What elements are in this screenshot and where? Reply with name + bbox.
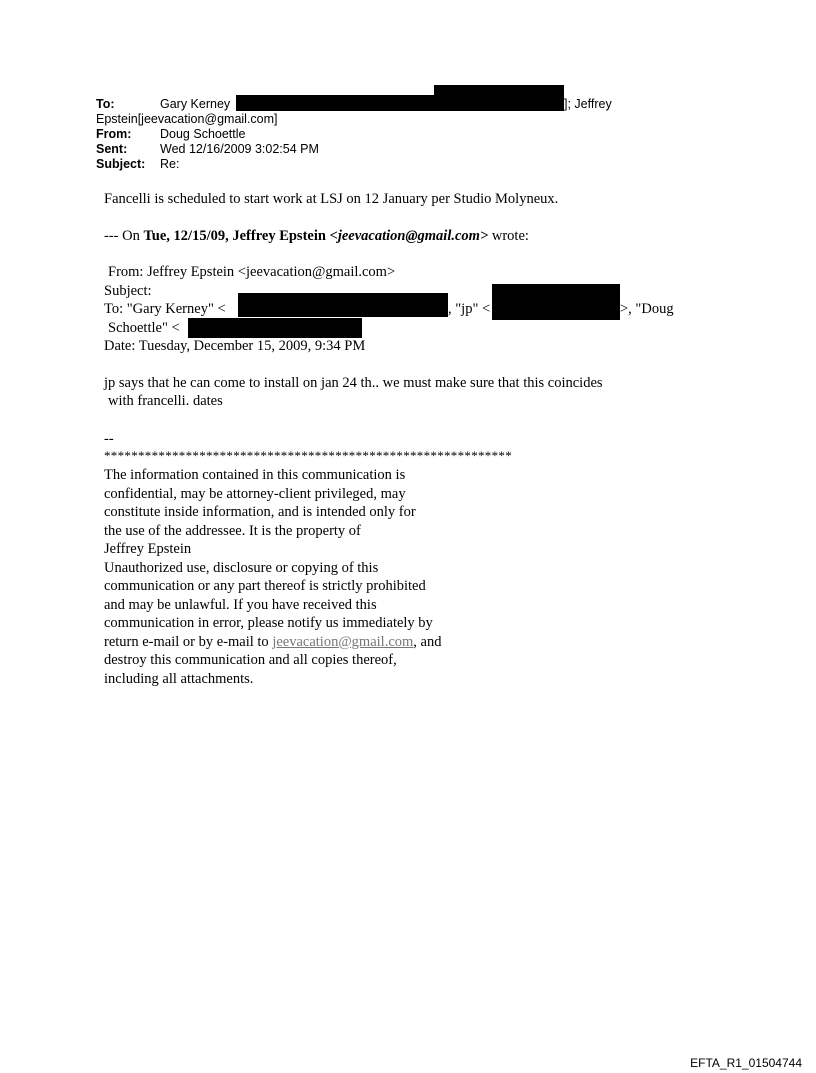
quoted-body-line-2: with francelli. dates	[108, 393, 223, 409]
signature-dashes: --	[104, 431, 114, 447]
disclaimer-line: communication or any part thereof is strictly prohibited	[104, 578, 426, 594]
from-label: From:	[96, 127, 132, 141]
quoted-to-line-jp: , "jp" <	[448, 301, 491, 317]
document-id: EFTA_R1_01504744	[690, 1056, 802, 1070]
quote-intro-prefix: --- On	[104, 228, 144, 244]
disclaimer-block	[104, 466, 704, 688]
quoted-date-line: Date: Tuesday, December 15, 2009, 9:34 PM	[104, 338, 366, 354]
reply-text: Fancelli is scheduled to start work at LSJ on 12 January per Studio Molyneux.	[104, 191, 559, 207]
disclaimer-line: the use of the addressee. It is the property of	[104, 522, 361, 539]
disclaimer-line: communication in error, please notify us immediately by	[104, 615, 433, 631]
quoted-body-line-1: jp says that he can come to install on jan 24 th.. we must make sure that this coincides	[104, 375, 603, 391]
disclaimer-line: constitute inside information, and is intended only for	[104, 504, 416, 520]
quoted-to-line2: Schoettle" <	[108, 320, 180, 336]
subject-label: Subject:	[96, 157, 146, 171]
disclaimer-line: Jeffrey Epstein	[104, 541, 192, 557]
disclaimer-line: The information contained in this communication is	[104, 467, 406, 483]
disclaimer-line: and may be unlawful. If you have received this	[104, 596, 377, 613]
quoted-from-line: From: Jeffrey Epstein <jeevacation@gmail.com>	[108, 264, 396, 280]
email-link[interactable]: jeevacation@gmail.com	[272, 633, 414, 650]
redaction-bar	[434, 85, 564, 111]
sent-label: Sent:	[96, 142, 128, 156]
to-value-tail	[564, 97, 612, 112]
from-value: Doug Schoettle	[160, 127, 246, 141]
quoted-to-line-doug: >, "Doug	[620, 301, 674, 317]
subject-value: Re:	[160, 157, 180, 171]
redaction-bar	[236, 95, 434, 111]
quote-intro-bold: Tue, 12/15/09, Jeffrey Epstein	[143, 228, 330, 244]
quoted-to-line-start: To: "Gary Kerney" <	[104, 301, 226, 317]
sent-value: Wed 12/16/2009 3:02:54 PM	[160, 142, 319, 156]
header-to-row-2	[96, 112, 278, 127]
header-subject-row	[96, 157, 180, 172]
quote-intro-email: <jeevacation@gmail.com>	[329, 228, 489, 244]
disclaimer-line: Unauthorized use, disclosure or copying of this	[104, 559, 379, 576]
quote-intro-suffix: wrote:	[488, 228, 529, 244]
header-from-row	[96, 127, 246, 142]
to-value-mid: ]; Jeffrey	[564, 97, 612, 111]
to-value-name: Gary Kerney	[160, 97, 231, 111]
signature-stars: ************************************************************	[104, 448, 512, 463]
disclaimer-return-line	[104, 633, 704, 652]
return-suffix: , and	[413, 633, 442, 650]
quote-intro	[104, 227, 529, 246]
redaction-bar	[492, 284, 620, 320]
header-to-row	[96, 97, 231, 112]
disclaimer-line: destroy this communication and all copies thereof,	[104, 652, 397, 668]
to-value-line2: Epstein[jeevacation@gmail.com]	[96, 112, 278, 126]
redaction-bar	[188, 318, 362, 338]
disclaimer-line: confidential, may be attorney-client privileged, may	[104, 485, 406, 502]
disclaimer-line: including all attachments.	[104, 670, 254, 687]
header-sent-row	[96, 142, 319, 157]
quoted-subject-line: Subject:	[104, 283, 152, 299]
to-label: To:	[96, 97, 115, 111]
return-prefix: return e-mail or by e-mail to	[104, 633, 273, 650]
redaction-bar	[238, 293, 448, 317]
